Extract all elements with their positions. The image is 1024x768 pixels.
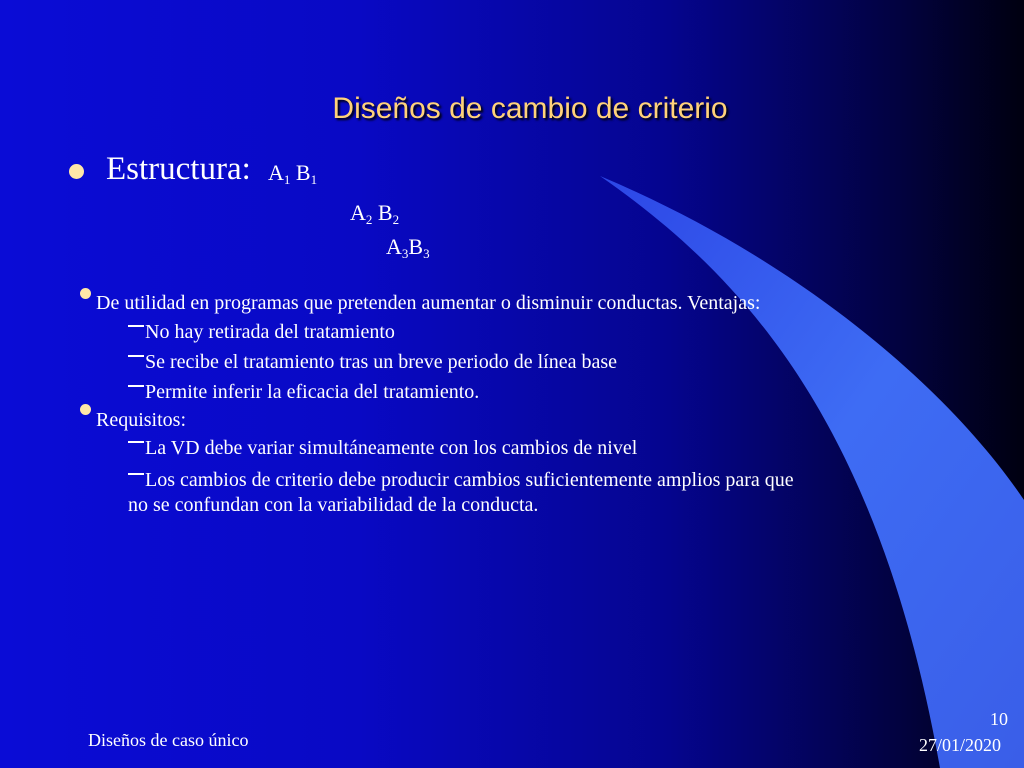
bullet-icon (80, 404, 91, 415)
dash-icon (128, 325, 144, 327)
dash-icon (128, 355, 144, 357)
structure-label: Estructura: (106, 151, 251, 187)
list-item: Permite inferir la eficacia del tratamiento. (128, 381, 479, 404)
slide-title: Diseños de cambio de criterio (332, 92, 728, 125)
footer-date: 27/01/2020 (919, 735, 1002, 755)
structure-row-1: $A_1$ $B_1$ (268, 160, 318, 187)
list-item: Los cambios de criterio debe producir cambios suficientemente amplios para que (128, 469, 794, 492)
utility-text: De utilidad en programas que pretenden aumentar o disminuir conductas. Ventajas: (96, 292, 761, 314)
list-item: No hay retirada del tratamiento (128, 321, 395, 344)
footer-title: Diseños de caso único (88, 730, 249, 750)
requirements-text: Requisitos: (96, 409, 187, 431)
bullet-icon (69, 164, 84, 179)
list-item: La VD debe variar simultáneamente con los cambios de nivel (128, 437, 637, 460)
page-number: 10 (990, 709, 1008, 729)
structure-row-2: $A_2$ $B_2$ (350, 200, 400, 227)
list-item: Se recibe el tratamiento tras un breve periodo de línea base (128, 351, 617, 374)
dash-icon (128, 441, 144, 443)
bullet-icon (80, 288, 91, 299)
dash-icon (128, 385, 144, 387)
dash-icon (128, 473, 144, 475)
list-item-continuation: no se confundan con la variabilidad de la conducta. (128, 494, 539, 516)
structure-row-3: $A_3B_3$ (386, 234, 430, 261)
